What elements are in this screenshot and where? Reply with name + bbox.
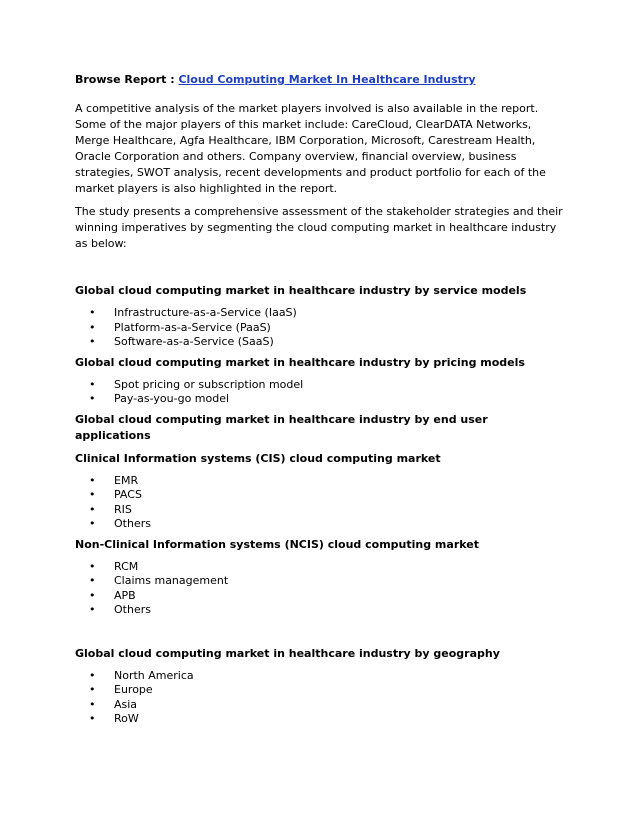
browse-report-line <box>75 72 565 88</box>
document-page <box>75 72 565 732</box>
list-item: • RIS <box>89 502 132 516</box>
bullet-icon: • <box>89 377 96 391</box>
bullet-icon: • <box>89 392 96 405</box>
bullet-icon: • <box>89 473 96 487</box>
list-item: • Platform-as-a-Service (PaaS) <box>89 320 271 334</box>
pricing-models-heading: Global cloud computing market in healthcare industry by pricing models <box>75 355 525 369</box>
bullet-icon: • <box>89 712 96 725</box>
bullet-icon: • <box>89 502 96 516</box>
list-item: • RoW <box>89 712 139 725</box>
service-models-heading: Global cloud computing market in healthcare industry by service models <box>75 284 527 297</box>
list-item: • Pay-as-you-go model <box>89 392 230 405</box>
list-item: • Spot pricing or subscription model <box>89 377 304 391</box>
service-models-list <box>75 306 565 350</box>
bullet-icon: • <box>89 603 96 616</box>
bullet-icon: • <box>89 306 96 319</box>
bullet-icon: • <box>89 697 96 711</box>
study-paragraph: The study presents a comprehensive assessment of the stakeholder strategies and their winning imperatives by segmenting the cloud computing market in healthcare industry as below: <box>75 205 563 250</box>
browse-report-label: Browse Report : <box>75 73 179 86</box>
pricing-models-list <box>75 378 565 407</box>
list-item: • Infrastructure-as-a-Service (IaaS) <box>89 306 297 319</box>
list-item: • Others <box>89 517 151 530</box>
bullet-icon: • <box>89 517 96 530</box>
ncis-list <box>75 560 565 618</box>
bullet-icon: • <box>89 559 96 573</box>
bullet-icon: • <box>89 320 96 334</box>
ncis-heading: Non-Clinical Information systems (NCIS) cloud computing market <box>75 537 479 551</box>
bullet-icon: • <box>89 574 96 587</box>
cis-list <box>75 474 565 532</box>
bullet-icon: • <box>89 668 96 682</box>
bullet-icon: • <box>89 588 96 602</box>
bullet-icon: • <box>89 335 96 348</box>
list-item: • APB <box>89 588 136 602</box>
list-item: • Others <box>89 603 151 616</box>
list-item: • Software-as-a-Service (SaaS) <box>89 335 274 348</box>
bullet-icon: • <box>89 683 96 696</box>
players-paragraph: A competitive analysis of the market players involved is also available in the report. Some of the major players of this market include: CareCloud, ClearDATA Networks, Merge Healthcare, Agfa Healthcare, IBM Corporation, Microsoft, Carestream Health, Oracle Corporation and others. Company overview, financial overview, business strategies, SWOT analysis, recent developments and product portfolio for each of the market players is also highlighted in the report. <box>75 102 546 195</box>
list-item: • Europe <box>89 683 153 696</box>
end-user-heading: Global cloud computing market in healthcare industry by end user applications <box>75 412 488 442</box>
geography-list <box>75 669 565 727</box>
list-item: • Claims management <box>89 574 229 587</box>
geography-heading: Global cloud computing market in healthcare industry by geography <box>75 646 500 660</box>
list-item: • EMR <box>89 473 139 487</box>
list-item: • RCM <box>89 559 139 573</box>
list-item: • Asia <box>89 697 138 711</box>
bullet-icon: • <box>89 488 96 501</box>
report-link[interactable]: Cloud Computing Market In Healthcare Industry <box>178 73 476 86</box>
cis-heading: Clinical Information systems (CIS) cloud computing market <box>75 451 441 465</box>
list-item: • PACS <box>89 488 142 501</box>
list-item: • North America <box>89 668 194 682</box>
